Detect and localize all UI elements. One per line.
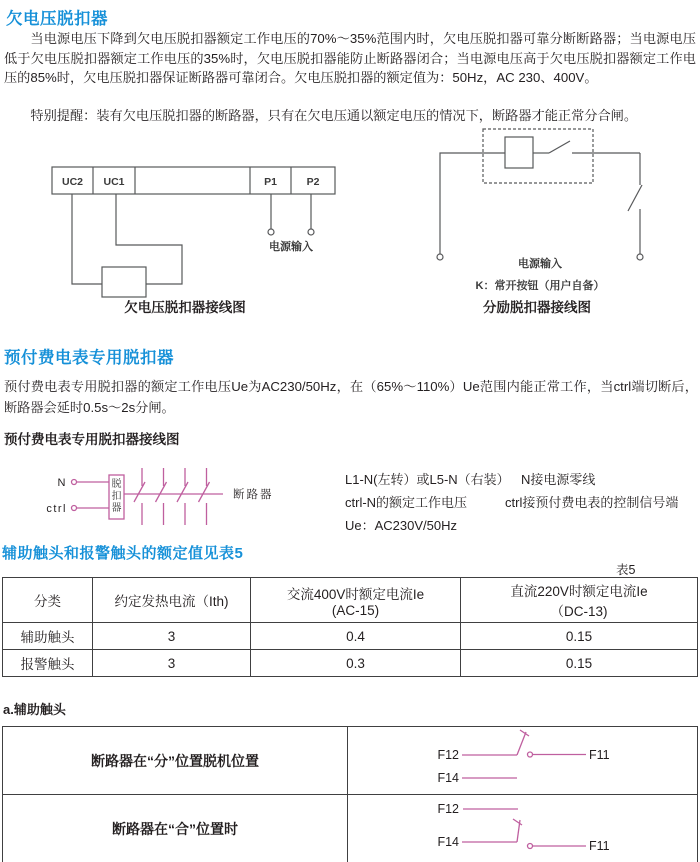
terminal-bar — [52, 167, 335, 194]
breaker-pole-1 — [134, 468, 145, 525]
cell-ith: 3 — [93, 650, 251, 677]
prepaid-paragraph: 预付费电表专用脱扣器的额定工作电压Ue为AC230/50Hz，在（65%～110%）Ue范围内能正常工作，当ctrl端切断后，断路器会延时0.5s～2s分闸。 — [4, 379, 698, 415]
shunt-wiring-diagram — [437, 129, 643, 315]
shunt-right-terminal-dot — [637, 254, 643, 260]
note-line-2 — [345, 492, 697, 515]
note-r2: ctrl接预付费电表的控制信号端 — [505, 495, 679, 510]
prepaid-wiring-diagram — [30, 455, 320, 535]
cell-dc: 0.15 — [461, 623, 698, 650]
table5-row-aux — [3, 623, 698, 650]
shunt-dashed-box — [483, 129, 593, 183]
contact-diagram-closed — [348, 795, 696, 857]
ctrl-terminal-dot — [72, 506, 77, 511]
k-switch-blade — [628, 185, 642, 211]
table5-header-ac — [251, 578, 461, 623]
uc2-wire — [72, 194, 102, 284]
cell-ac: 0.4 — [251, 623, 461, 650]
terminal-p2: P2 — [306, 176, 320, 188]
table5-header-ac-line2: (AC-15) — [331, 602, 380, 618]
ctrl-terminal-label: ctrl — [46, 503, 67, 515]
cell-category: 报警触头 — [3, 650, 93, 677]
contact-ratings-table — [2, 577, 698, 677]
f12-label: F12 — [437, 802, 459, 816]
power-input-label-right: 电源输入 — [518, 258, 562, 270]
k-note: K：常开按钮（用户自备） — [475, 280, 605, 292]
note-line-1 — [345, 469, 697, 492]
section-title-prepaid: 预付费电表专用脱扣器 — [4, 349, 174, 367]
p2-terminal-dot — [308, 229, 314, 235]
f14-label: F14 — [437, 771, 459, 785]
shunt-coil-box — [505, 137, 533, 168]
f11-label: F11 — [589, 839, 610, 853]
release-char-1: 脱 — [111, 479, 122, 490]
f12-label: F12 — [437, 748, 459, 762]
undervoltage-special-note: 特别提醒：装有欠电压脱扣器的断路器，只有在欠电压通以额定电压的情况下，断路器才能正常分合闸。 — [30, 108, 638, 123]
prepaid-diagram-heading: 预付费电表专用脱扣器接线图 — [4, 432, 180, 447]
section-title-undervoltage: 欠电压脱扣器 — [6, 10, 108, 28]
table5-header-dc-line2: （DC-13) — [550, 604, 608, 619]
undervoltage-diagram-caption: 欠电压脱扣器接线图 — [124, 300, 246, 315]
aux-row-closed-label: 断路器在“合”位置时 — [3, 795, 348, 862]
cell-ith: 3 — [93, 623, 251, 650]
breaker-label: 断路器 — [233, 489, 274, 501]
f11-label: F11 — [589, 748, 610, 762]
table5-row-alarm — [3, 650, 698, 677]
table5-header-category: 分类 — [3, 578, 93, 623]
undervoltage-wiring-diagram — [52, 167, 335, 315]
table5-header-dc-line1: 直流220V时额定电流Ie — [510, 584, 648, 599]
uv-coil-box — [102, 267, 146, 297]
release-char-2: 扣 — [111, 491, 122, 502]
aux-row-closed-diagram — [348, 795, 698, 862]
breaker-pole-3 — [177, 468, 188, 525]
shunt-left-wire — [440, 153, 505, 254]
p1-terminal-dot — [268, 229, 274, 235]
shunt-diagram-caption: 分励脱扣器接线图 — [483, 300, 591, 315]
note-l3: Ue：AC230V/50Hz — [345, 518, 457, 533]
table5-header-row — [3, 578, 698, 623]
cell-ac: 0.3 — [251, 650, 461, 677]
release-char-3: 器 — [111, 503, 122, 514]
note-line-3 — [345, 515, 697, 538]
note-l2: ctrl-N的额定工作电压 — [345, 495, 468, 510]
aux-row-closed — [3, 795, 698, 862]
breaker-pole-2 — [156, 468, 167, 525]
table5-header-dc — [461, 578, 698, 623]
power-input-label-left: 电源输入 — [269, 241, 313, 253]
contact-pivot-dot — [528, 844, 533, 849]
aux-row-open-diagram — [348, 727, 698, 795]
table5-header-ac-line1: 交流400V时额定电流Ie — [286, 586, 425, 602]
prepaid-notes — [345, 469, 697, 538]
cell-category: 辅助触头 — [3, 623, 93, 650]
breaker-pole-4 — [199, 468, 210, 525]
wiring-diagrams — [0, 128, 700, 323]
shunt-internal-switch — [549, 141, 570, 153]
section-title-contacts: 辅助触头和报警触头的额定值见表5 — [2, 545, 244, 562]
contact-diagram-open — [348, 727, 696, 789]
terminal-p1: P1 — [264, 176, 277, 188]
cell-dc: 0.15 — [461, 650, 698, 677]
note-l1: L1-N(左转）或L5-N（右装） — [345, 472, 510, 487]
undervoltage-paragraph: 当电源电压下降到欠电压脱扣器额定工作电压的70%～35%范围内时，欠电压脱扣器可靠分断断路器；当电源电压低于欠电压脱扣器额定工作电压的35%时，欠电压脱扣器能防止断路器闭合；当电源电压高于欠电压脱扣器额定工作电压的85%时，欠电压脱扣器保证断路器可靠闭合。欠电压脱扣器的额定值为：50Hz，AC 230、400V。 — [4, 31, 696, 85]
contact-blade — [517, 732, 526, 755]
aux-row-open-label: 断路器在“分”位置脱机位置 — [3, 727, 348, 795]
aux-contact-table — [2, 726, 698, 862]
contact-pivot-dot — [528, 752, 533, 757]
note-r1: N接电源零线 — [521, 472, 596, 487]
n-terminal-label: N — [57, 477, 67, 489]
shunt-left-terminal-dot — [437, 254, 443, 260]
f14-label: F14 — [437, 835, 459, 849]
terminal-uc2: UC2 — [61, 176, 84, 188]
terminal-uc1: UC1 — [103, 176, 125, 188]
n-terminal-dot — [72, 480, 77, 485]
table5-tag: 表5 — [616, 563, 636, 577]
aux-row-open — [3, 727, 698, 795]
table5-header-ith: 约定发热电流（Ith) — [93, 578, 251, 623]
aux-subheading: a.辅助触头 — [3, 702, 66, 717]
